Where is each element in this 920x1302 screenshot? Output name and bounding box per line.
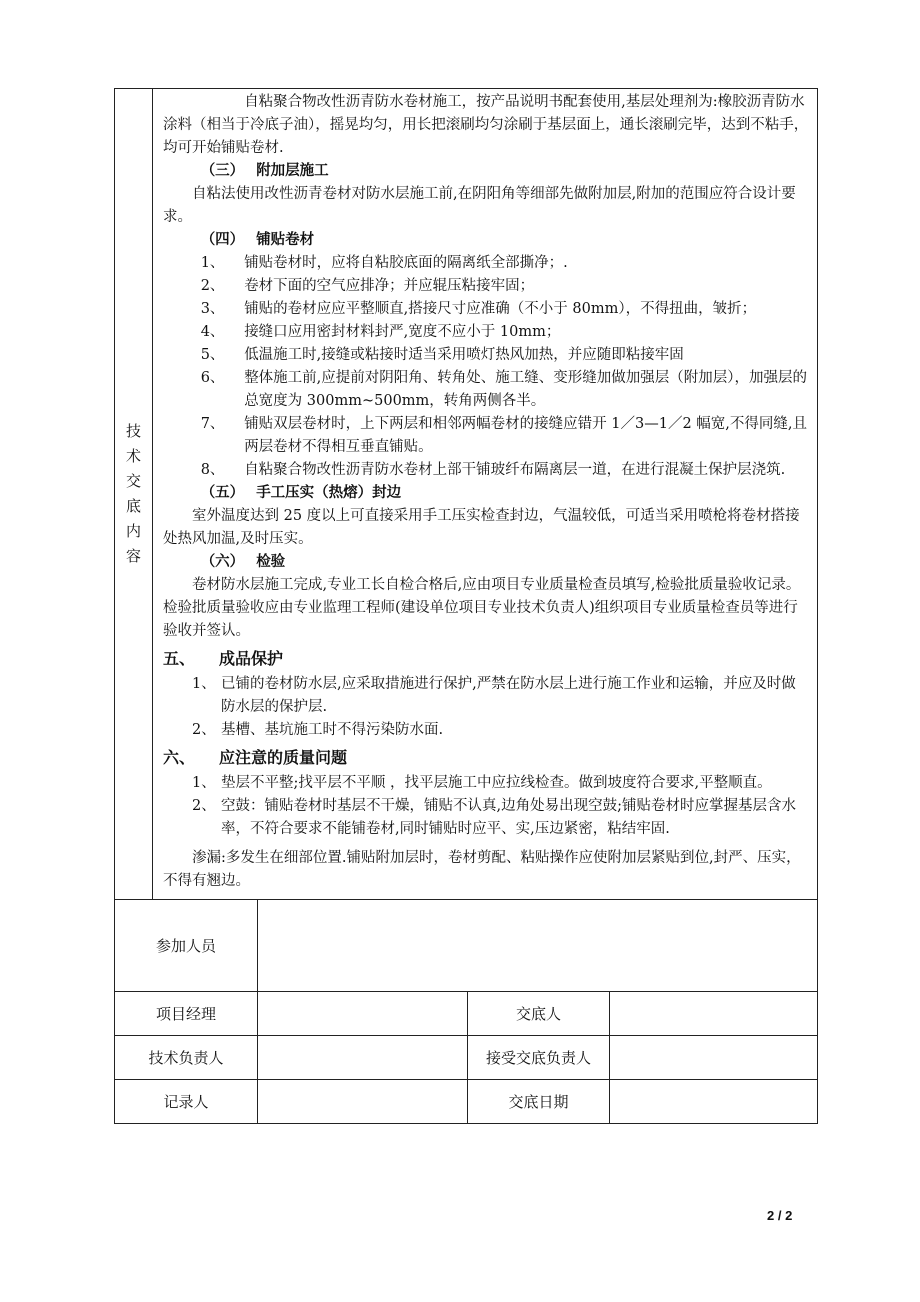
item-number: 6、 — [200, 370, 225, 386]
signature-table — [114, 899, 818, 1124]
list-item — [163, 719, 809, 742]
content-cell — [153, 89, 818, 900]
item-text: 低温施工时,接缝或粘接时适当采用喷灯热风加热，并应随即粘接牢固 — [244, 347, 684, 363]
disclosure-sheet — [114, 88, 818, 1124]
item-number: 4、 — [200, 324, 225, 340]
item-text: 垫层不平整;找平层不平顺 ，找平层施工中应拉线检查。做到坡度符合要求,平整顺直。 — [221, 775, 772, 791]
leak-paragraph: 渗漏:多发生在细部位置.铺贴附加层时，卷材剪配、粘贴操作应使附加层紧贴到位,封严、压实，不得有翘边。 — [163, 850, 801, 889]
side-label-cell — [115, 89, 153, 900]
list-item — [163, 252, 809, 275]
item-number: 2、 — [192, 798, 216, 814]
subsection-4-heading — [163, 229, 809, 252]
date-field[interactable] — [610, 1080, 818, 1124]
section-5-heading — [163, 645, 809, 673]
item-text: 铺贴的卷材应应平整顺直,搭接尺寸应准确（不小于 80mm），不得扭曲，皱折； — [244, 301, 757, 317]
list-item — [163, 413, 809, 459]
list-item — [163, 673, 809, 719]
section-5-title: 成品保护 — [219, 649, 284, 668]
list-item — [163, 795, 809, 841]
item-text: 铺贴卷材时，应将自粘胶底面的隔离纸全部撕净；. — [244, 255, 568, 271]
side-label: 技术交底内容 — [125, 422, 141, 565]
subsection-5-body: 室外温度达到 25 度以上可直接采用手工压实检查封边，气温较低，可适当采用喷枪将卷材搭接处热风加温,及时压实。 — [163, 508, 800, 547]
item-number: 1、 — [192, 775, 216, 791]
item-text: 自粘聚合物改性沥青防水卷材上部干铺玻纤布隔离层一道，在进行混凝土保护层浇筑. — [244, 462, 786, 478]
date-label: 交底日期 — [468, 1080, 610, 1124]
participants-label: 参加人员 — [115, 900, 258, 992]
list-item — [163, 367, 809, 413]
subsection-6-title: 检验 — [256, 554, 286, 570]
receiver-label: 接受交底负责人 — [468, 1036, 610, 1080]
subsection-6-num: （六） — [200, 554, 245, 570]
recorder-label: 记录人 — [115, 1080, 258, 1124]
item-number: 5、 — [200, 347, 225, 363]
subsection-4-num: （四） — [200, 232, 245, 248]
item-text: 已铺的卷材防水层,应采取措施进行保护,严禁在防水层上进行施工作业和运输，并应及时做防水层的保护层. — [221, 676, 796, 715]
recorder-field[interactable] — [258, 1080, 468, 1124]
list-item — [163, 298, 809, 321]
section-6-num: 六、 — [163, 748, 196, 767]
subsection-5-title: 手工压实（热熔）封边 — [256, 485, 402, 501]
receiver-field[interactable] — [610, 1036, 818, 1080]
discloser-field[interactable] — [610, 992, 818, 1036]
subsection-3-heading — [163, 160, 809, 183]
content-table — [114, 88, 818, 900]
section-5-num: 五、 — [163, 649, 196, 668]
list-item — [163, 344, 809, 367]
subsection-6-heading — [163, 551, 809, 574]
subsection-5-heading — [163, 482, 809, 505]
subsection-4-title: 铺贴卷材 — [256, 232, 315, 248]
tech-lead-field[interactable] — [258, 1036, 468, 1080]
subsection-3-title: 附加层施工 — [256, 163, 329, 179]
subsection-5-num: （五） — [200, 485, 245, 501]
item-text: 空鼓：铺贴卷材时基层不干燥，铺贴不认真,边角处易出现空鼓;铺贴卷材时应掌握基层含水率，不符合要求不能铺卷材,同时铺贴时应平、实,压边紧密，粘结牢固. — [221, 798, 796, 837]
page-number: 2 / 2 — [767, 1208, 793, 1223]
subsection-3-num: （三） — [200, 163, 245, 179]
item-text: 卷材下面的空气应排净；并应辊压粘接牢固； — [244, 278, 535, 294]
section-6-title: 应注意的质量问题 — [219, 748, 348, 767]
list-item — [163, 459, 809, 482]
pm-field[interactable] — [258, 992, 468, 1036]
subsection-6-body: 卷材防水层施工完成,专业工长自检合格后,应由项目专业质量检查员填写,检验批质量验收记录。检验批质量验收应由专业监理工程师(建设单位项目专业技术负责人)组织项目专业质量检查员等进行验收并签认。 — [163, 577, 801, 639]
item-number: 1、 — [200, 255, 225, 271]
item-text: 基槽、基坑施工时不得污染防水面. — [221, 722, 444, 738]
item-number: 3、 — [200, 301, 225, 317]
item-number: 8、 — [200, 462, 225, 478]
discloser-label: 交底人 — [468, 992, 610, 1036]
item-text: 接缝口应用密封材料封严,宽度不应小于 10mm； — [244, 324, 561, 340]
item-text: 铺贴双层卷材时，上下两层和相邻两幅卷材的接缝应错开 1／3—1／2 幅宽,不得同缝,且两层卷材不得相互垂直铺贴。 — [244, 416, 808, 455]
item-number: 7、 — [200, 416, 225, 432]
list-item — [163, 772, 809, 795]
item-number: 1、 — [192, 676, 216, 692]
item-number: 2、 — [192, 722, 216, 738]
item-text: 整体施工前,应提前对阴阳角、转角处、施工缝、变形缝加做加强层（附加层），加强层的总宽度为 300mm~500mm，转角两侧各半。 — [244, 370, 808, 409]
section-6-heading — [163, 744, 809, 772]
item-number: 2、 — [200, 278, 225, 294]
subsection-3-body: 自粘法使用改性沥青卷材对防水层施工前,在阴阳角等细部先做附加层,附加的范围应符合设计要求。 — [163, 186, 796, 225]
intro-paragraph: 自粘聚合物改性沥青防水卷材施工，按产品说明书配套使用,基层处理剂为:橡胶沥青防水涂料（相当于冷底子油），摇晃均匀，用长把滚刷均匀涂刷于基层面上，通长滚刷完毕，达到不粘手，均可开始铺贴卷材. — [163, 94, 809, 156]
list-item — [163, 321, 809, 344]
list-item — [163, 275, 809, 298]
tech-lead-label: 技术负责人 — [115, 1036, 258, 1080]
participants-field[interactable] — [258, 900, 818, 992]
pm-label: 项目经理 — [115, 992, 258, 1036]
